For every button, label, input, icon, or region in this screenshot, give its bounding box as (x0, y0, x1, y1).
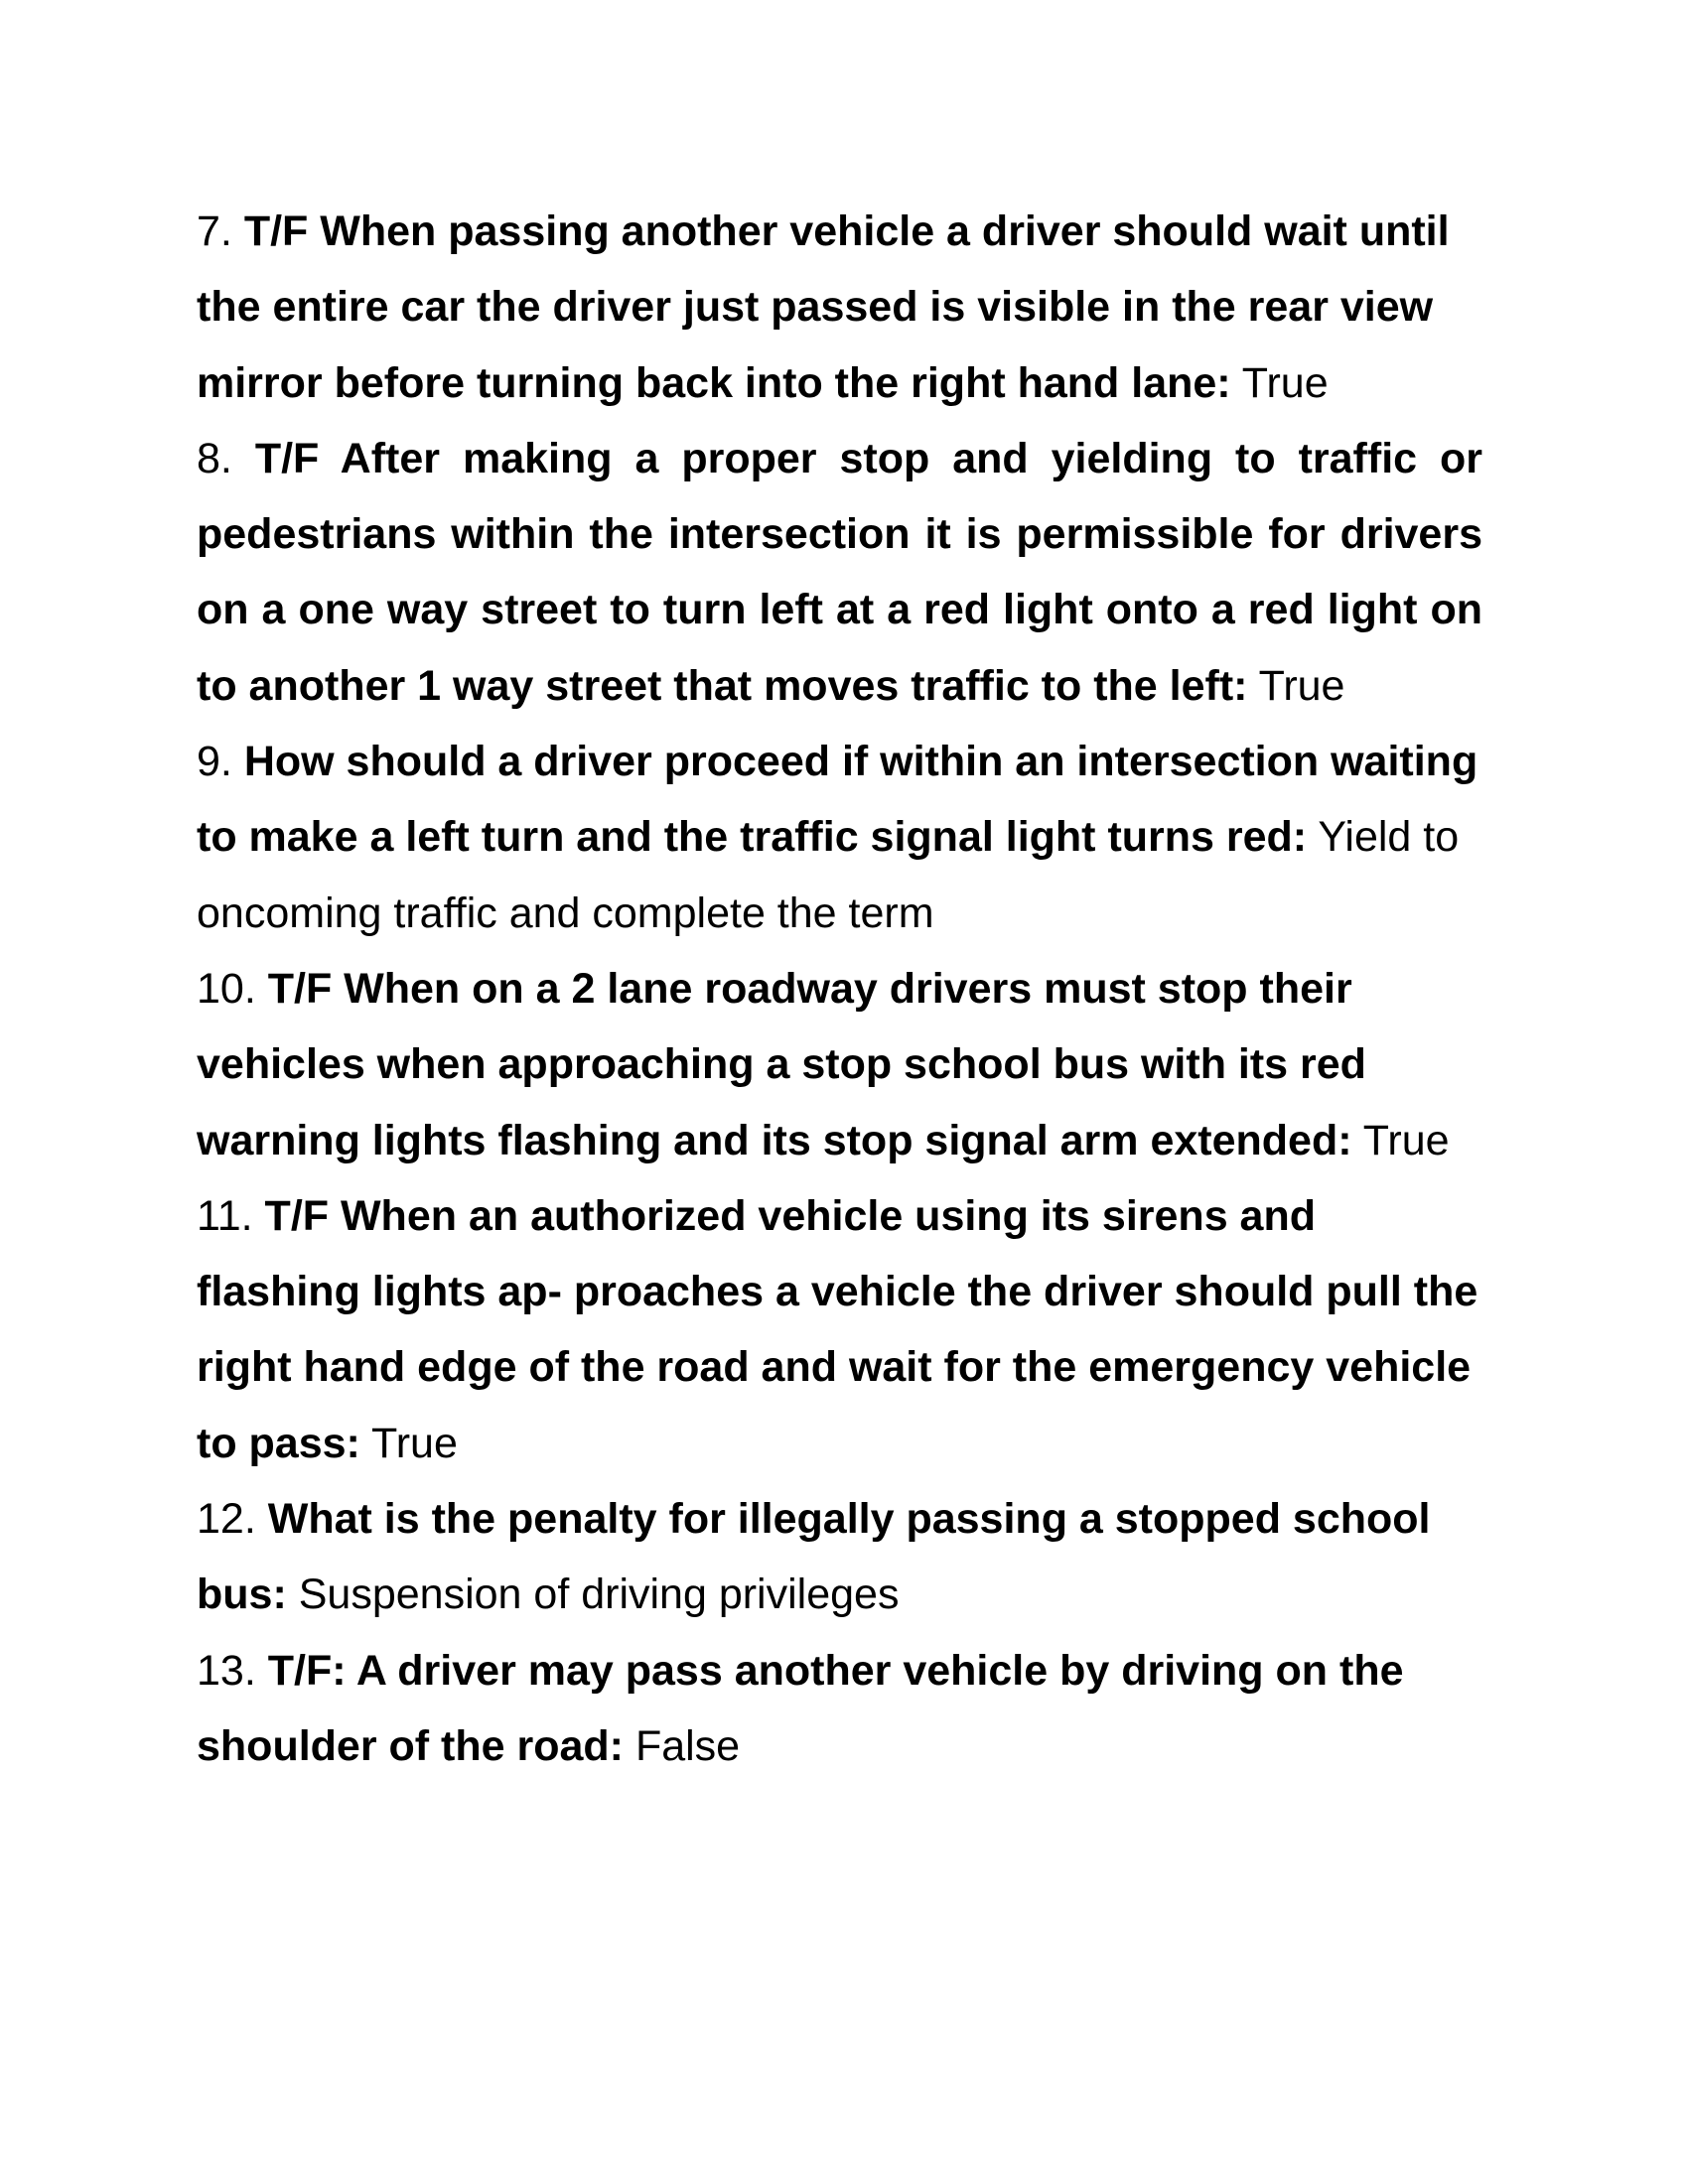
answer-text: False (634, 1721, 741, 1770)
answer-text: True (1258, 661, 1345, 710)
question-text: T/F When passing another vehicle a driver should wait until the entire car the driver just passed is visible in the rear view mirror before turning back into the right hand lane: (197, 207, 1450, 407)
question-item-7 (197, 194, 1482, 421)
question-number: 11. (197, 1191, 253, 1240)
answer-text: Suspension of driving privileges (298, 1570, 900, 1619)
question-text: T/F When on a 2 lane roadway drivers must stop their vehicles when approaching a stop school bus with its red warning lights flashing and its stop signal arm extended: (197, 964, 1366, 1164)
question-text: How should a driver proceed if within an intersection waiting to make a left turn and the traffic signal light turns red: (197, 738, 1478, 862)
question-item-11 (197, 1178, 1482, 1481)
answer-text: Yield to oncoming traffic and complete the term (197, 813, 1460, 937)
question-item-13 (197, 1633, 1482, 1785)
question-number: 10. (197, 964, 256, 1013)
question-item-9 (197, 724, 1482, 951)
question-text: T/F After making a proper stop and yielding to traffic or pedestrians within the intersection it is permissible for drivers on a one way street to turn left at a red light onto a red light on to another 1 way street that moves traffic to the left: (197, 434, 1483, 710)
question-item-10 (197, 951, 1482, 1178)
question-number: 9. (197, 738, 232, 786)
document-page (197, 194, 1482, 1784)
answer-text: True (1362, 1116, 1450, 1164)
question-text: What is the penalty for illegally passing a stopped school bus: (197, 1495, 1431, 1619)
question-item-8 (197, 421, 1482, 724)
question-number: 13. (197, 1646, 256, 1695)
question-text: T/F: A driver may pass another vehicle by driving on the shoulder of the road: (197, 1646, 1404, 1770)
answer-text: True (371, 1419, 458, 1467)
answer-text: True (1241, 358, 1329, 407)
question-number: 7. (197, 207, 232, 255)
question-text: T/F When an authorized vehicle using its sirens and flashing lights ap- proaches a vehicle the driver should pull the right hand edge of the road and wait for the emergency vehicle to pass: (197, 1191, 1478, 1467)
question-number: 8. (197, 434, 232, 482)
question-number: 12. (197, 1495, 256, 1544)
question-item-12 (197, 1481, 1482, 1633)
